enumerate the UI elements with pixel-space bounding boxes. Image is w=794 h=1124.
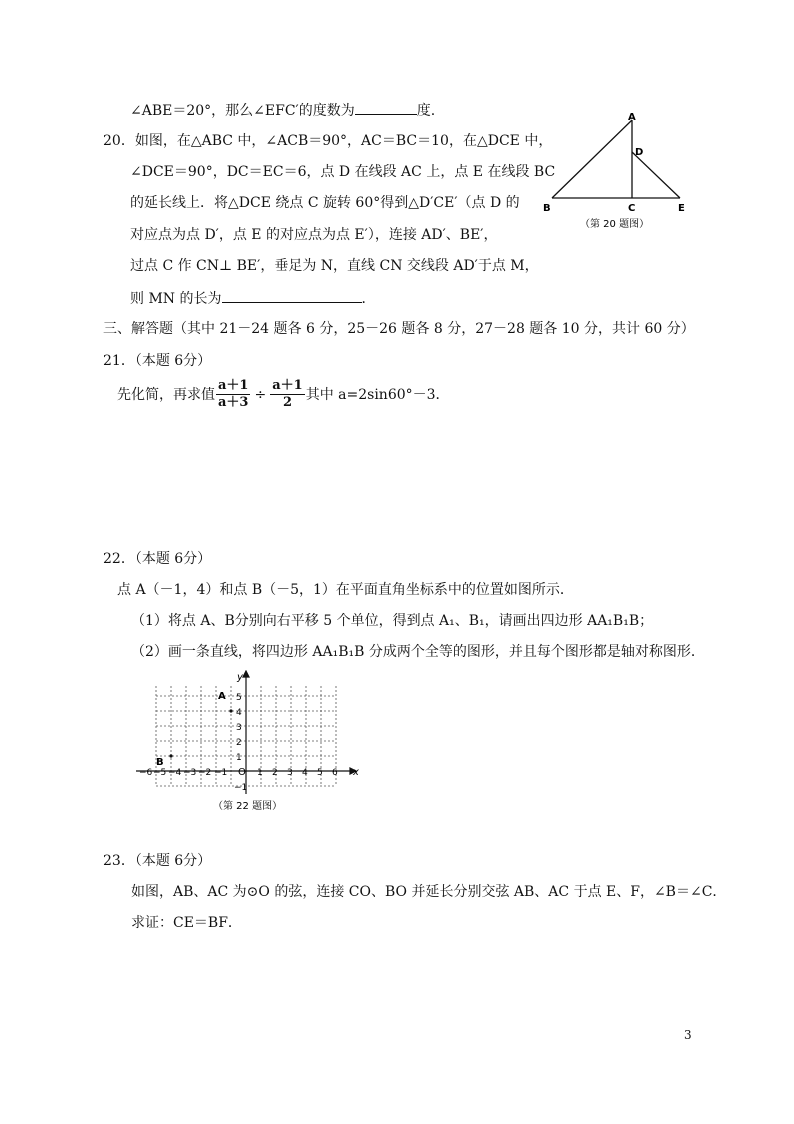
segment-de (632, 152, 680, 198)
x-axis-label: x (353, 767, 359, 778)
y-axis-label: y (237, 672, 243, 683)
q20-line5: 过点 C 作 CN⊥ BE′，垂足为 N，直线 CN 交线段 AD′于点 M， (130, 258, 539, 274)
q20-figure-caption: （第 20 题图） (580, 219, 650, 230)
q20-line3: 的延长线上．将△DCE 绕点 C 旋转 60°得到△D′CE′（点 D 的 (130, 195, 520, 211)
q19-tail-text: ∠ABE＝20°，那么∠EFC′的度数为 (130, 103, 355, 119)
y-tick-label: 2 (236, 738, 242, 748)
y-tick-label: 5 (236, 693, 242, 703)
q19-answer-blank[interactable] (355, 100, 417, 115)
q23-line1: 如图，AB、AC 为⊙O 的弦，连接 CO、BO 并延长分别交弦 AB、AC 于点 E、F，∠B＝∠C． (131, 884, 727, 900)
q21-prefix: 先化简，再求值 (117, 386, 215, 403)
y-axis-arrow-icon (243, 671, 249, 677)
q22-part2: （2）画一条直线，将四边形 AA₁B₁B 分成两个全等的图形，并且每个图形都是轴对称图形． (131, 644, 705, 660)
y-tick-label: 4 (236, 708, 242, 718)
x-tick-label: 4 (302, 768, 308, 778)
x-tick-label: −4 (168, 768, 182, 778)
q22-figure-caption: （第 22 题图） (213, 801, 283, 812)
point-b-label: B (156, 757, 164, 768)
x-tick-label: −3 (183, 768, 197, 778)
label-e: E (678, 203, 685, 214)
q21-frac1-num: a＋1 (218, 378, 249, 393)
q19-tail-after: 度. (416, 103, 436, 119)
q23-title: 23．（本题 6分） (103, 853, 212, 869)
q22-intro: 点 A（－1，4）和点 B（－5，1）在平面直角坐标系中的位置如图所示． (117, 582, 574, 598)
label-c: C (628, 203, 636, 214)
x-tick-label: −2 (198, 768, 212, 778)
q20-line2: ∠DCE＝90°，DC＝EC＝6，点 D 在线段 AC 上，点 E 在线段 BC (130, 164, 556, 180)
label-d: D (635, 147, 644, 158)
y-tick-label: 1 (236, 753, 242, 763)
x-tick-label: 2 (272, 768, 278, 778)
x-tick-label: 6 (332, 768, 338, 778)
q22-part1: （1）将点 A、B分别向右平移 5 个单位，得到点 A₁、B₁，请画出四边形 AA₁B₁B； (131, 613, 654, 629)
point-b (169, 754, 172, 757)
q21-expression (117, 378, 450, 411)
q21-suffix: 其中 a=2sin60°－3． (305, 386, 450, 403)
x-tick-label: −5 (153, 768, 167, 778)
q21-divide-sign: ÷ (254, 386, 267, 403)
q22-coordinate-grid (128, 670, 368, 820)
section3-heading: 三、解答题（其中 21－24 题各 6 分，25－26 题各 8 分，27－28 题各 10 分，共计 60 分） (103, 321, 695, 337)
q21-frac2-num: a＋1 (272, 378, 303, 393)
q19-tail-line (130, 100, 435, 121)
q21-fraction-2 (270, 378, 304, 411)
origin-label: O (238, 767, 246, 778)
q21-frac2-den: 2 (282, 395, 292, 410)
label-a: A (628, 112, 636, 123)
q20-line6-text: 则 MN 的长为 (130, 291, 222, 307)
x-tick-label: −1 (214, 768, 228, 778)
q20-triangle-figure (540, 112, 700, 232)
q20-line4: 对应点为点 D′，点 E 的对应点为点 E′），连接 AD′、BE′， (130, 227, 498, 243)
page-number: 3 (684, 1028, 692, 1042)
q20-answer-blank[interactable] (222, 288, 362, 303)
label-b: B (543, 203, 551, 214)
q23-line2: 求证：CE＝BF． (131, 915, 242, 931)
q21-frac1-den: a＋3 (218, 395, 249, 410)
x-tick-label: 5 (317, 768, 323, 778)
y-tick-label: 3 (236, 723, 242, 733)
q20-line6 (130, 288, 376, 309)
q20-line1: 20．如图，在△ABC 中，∠ACB＝90°，AC＝BC＝10，在△DCE 中， (103, 133, 553, 149)
x-tick-label: −6 (139, 768, 153, 778)
q21-fraction-1 (216, 378, 250, 411)
q20-line6-after: ． (361, 291, 376, 307)
y-tick-label: −1 (234, 783, 248, 793)
x-tick-label: 3 (287, 768, 293, 778)
point-a (229, 709, 232, 712)
q21-title: 21．（本题 6分） (103, 353, 212, 369)
point-a-label: A (218, 691, 226, 702)
x-tick-label: 1 (257, 768, 263, 778)
segment-ab (552, 120, 632, 198)
q22-title: 22．（本题 6分） (103, 551, 212, 567)
